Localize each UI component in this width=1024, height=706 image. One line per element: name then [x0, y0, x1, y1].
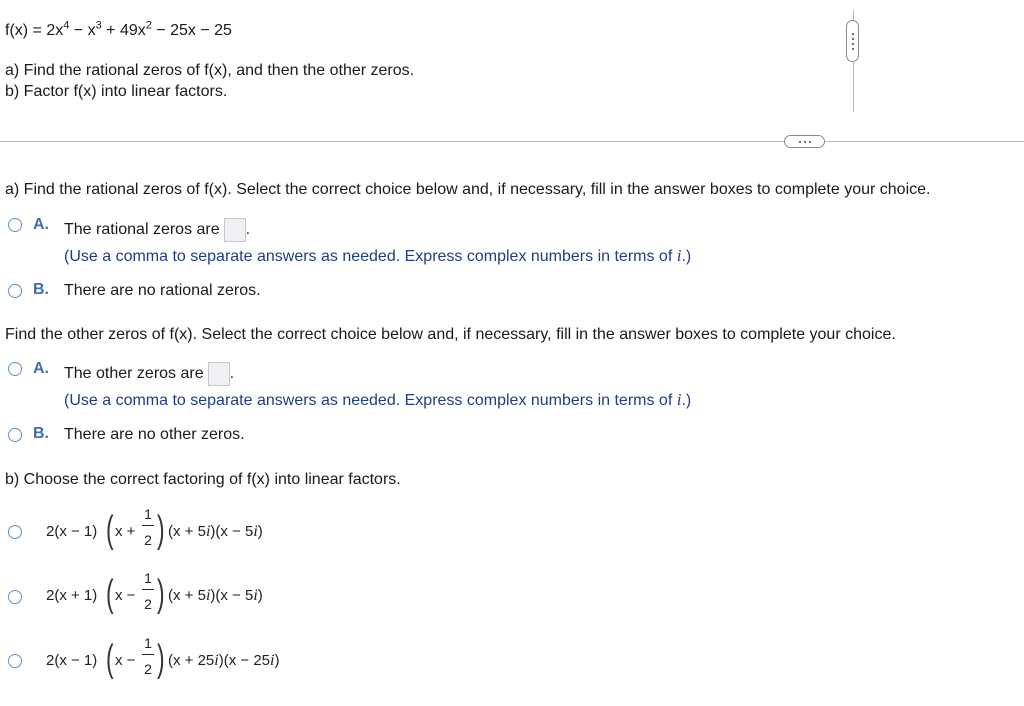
other-option-a-radio[interactable] — [8, 362, 22, 376]
other-option-b-letter: B. — [33, 425, 49, 442]
hint-text-end: .) — [681, 392, 692, 409]
other-zeros-prompt: Find the other zeros of f(x). Select the correct choice below and, if necessary, fill in the answer boxes to complete your choice. — [5, 326, 896, 343]
factor-choice-1-lparen: ( — [106, 509, 114, 551]
factor-choice-3-denominator: 2 — [144, 661, 152, 677]
factor-choice-1-lead: 2(x − 1) — [46, 523, 98, 540]
rational-option-a-letter: A. — [33, 216, 49, 233]
imaginary-unit: i — [270, 652, 275, 669]
function-text-part: f(x) = 2x — [5, 22, 64, 39]
factor-choice-1-fraction-bar — [142, 525, 154, 526]
rational-zeros-answer-box[interactable] — [224, 218, 246, 242]
factor-choice-3-inner: x − — [115, 652, 136, 669]
imaginary-unit: i — [205, 587, 211, 604]
other-option-a-letter: A. — [33, 360, 49, 377]
factoring-prompt: b) Choose the correct factoring of f(x) into linear factors. — [5, 471, 401, 488]
factor-text: ) — [257, 523, 263, 540]
factor-choice-1-denominator: 2 — [144, 532, 152, 548]
factor-choice-2-numerator: 1 — [144, 570, 152, 586]
factor-choice-2-complex — [168, 587, 263, 605]
factor-choice-1-inner: x + — [115, 523, 136, 540]
other-option-a-hint — [64, 390, 691, 410]
factor-choice-2-lparen: ( — [106, 573, 114, 615]
factor-choice-3-numerator: 1 — [144, 635, 152, 651]
rational-zeros-prompt: a) Find the rational zeros of f(x). Select the correct choice below and, if necessary, fill in the answer boxes to complete your choice. — [5, 181, 931, 198]
factor-choice-3-lparen: ( — [106, 638, 114, 680]
factor-text: )(x − 5 — [210, 587, 254, 604]
other-zeros-answer-box[interactable] — [208, 362, 230, 386]
factor-choice-1-numerator: 1 — [144, 506, 152, 522]
period: . — [229, 365, 235, 383]
exponent: 4 — [63, 19, 70, 32]
imaginary-unit: i — [214, 652, 219, 669]
factor-text: (x + 5 — [168, 587, 206, 604]
rational-option-a-text: The rational zeros are — [64, 221, 220, 239]
imaginary-unit: i — [205, 523, 211, 540]
function-text-part: + 49x — [101, 22, 146, 39]
factor-text: )(x − 25 — [218, 652, 271, 669]
factor-choice-1-radio[interactable] — [8, 525, 22, 539]
factor-choice-1-rparen: ) — [157, 509, 165, 551]
factor-choice-3-radio[interactable] — [8, 654, 22, 668]
vertical-resize-handle[interactable] — [846, 20, 859, 62]
imaginary-unit: i — [253, 587, 258, 604]
rational-option-a-hint — [64, 246, 691, 266]
hint-i: i — [676, 390, 682, 409]
factor-text: ) — [257, 587, 263, 604]
function-text-part: − 25x − 25 — [151, 22, 232, 39]
rational-option-b-radio[interactable] — [8, 284, 22, 298]
factor-choice-2-inner: x − — [115, 587, 136, 604]
factor-choice-2-fraction-bar — [142, 589, 154, 590]
other-option-b-text: There are no other zeros. — [64, 426, 245, 443]
rational-option-a-line — [64, 218, 250, 242]
factor-choice-2-lead: 2(x + 1) — [46, 587, 98, 604]
factor-choice-1-complex — [168, 523, 263, 541]
horizontal-divider — [0, 141, 1024, 142]
other-option-b-radio[interactable] — [8, 428, 22, 442]
exponent: 2 — [145, 19, 152, 32]
factor-choice-3-complex — [168, 652, 279, 670]
imaginary-unit: i — [253, 523, 258, 540]
hint-text-end: .) — [681, 248, 692, 265]
factor-choice-3-lead: 2(x − 1) — [46, 652, 98, 669]
factor-choice-3-fraction-bar — [142, 654, 154, 655]
other-option-a-text: The other zeros are — [64, 365, 204, 383]
hint-text: (Use a comma to separate answers as needed. Express complex numbers in terms of — [64, 392, 677, 409]
instruction-b: b) Factor f(x) into linear factors. — [5, 83, 228, 100]
factor-choice-2-rparen: ) — [157, 573, 165, 615]
horizontal-resize-handle[interactable] — [784, 135, 825, 148]
factor-text: (x + 5 — [168, 523, 206, 540]
factor-text: ) — [274, 652, 280, 669]
hint-text: (Use a comma to separate answers as needed. Express complex numbers in terms of — [64, 248, 677, 265]
hint-i: i — [676, 246, 682, 265]
instruction-a: a) Find the rational zeros of f(x), and then the other zeros. — [5, 62, 415, 79]
factor-text: )(x − 5 — [210, 523, 254, 540]
factor-choice-2-radio[interactable] — [8, 590, 22, 604]
rational-option-b-letter: B. — [33, 281, 49, 298]
factor-choice-2-denominator: 2 — [144, 596, 152, 612]
other-option-a-line — [64, 362, 234, 386]
factor-choice-3-rparen: ) — [157, 638, 165, 680]
rational-option-a-radio[interactable] — [8, 218, 22, 232]
function-definition — [5, 21, 232, 41]
period: . — [245, 221, 251, 239]
factor-text: (x + 25 — [168, 652, 215, 669]
exponent: 3 — [95, 19, 102, 32]
rational-option-b-text: There are no rational zeros. — [64, 282, 261, 299]
function-text-part: − x — [69, 22, 96, 39]
